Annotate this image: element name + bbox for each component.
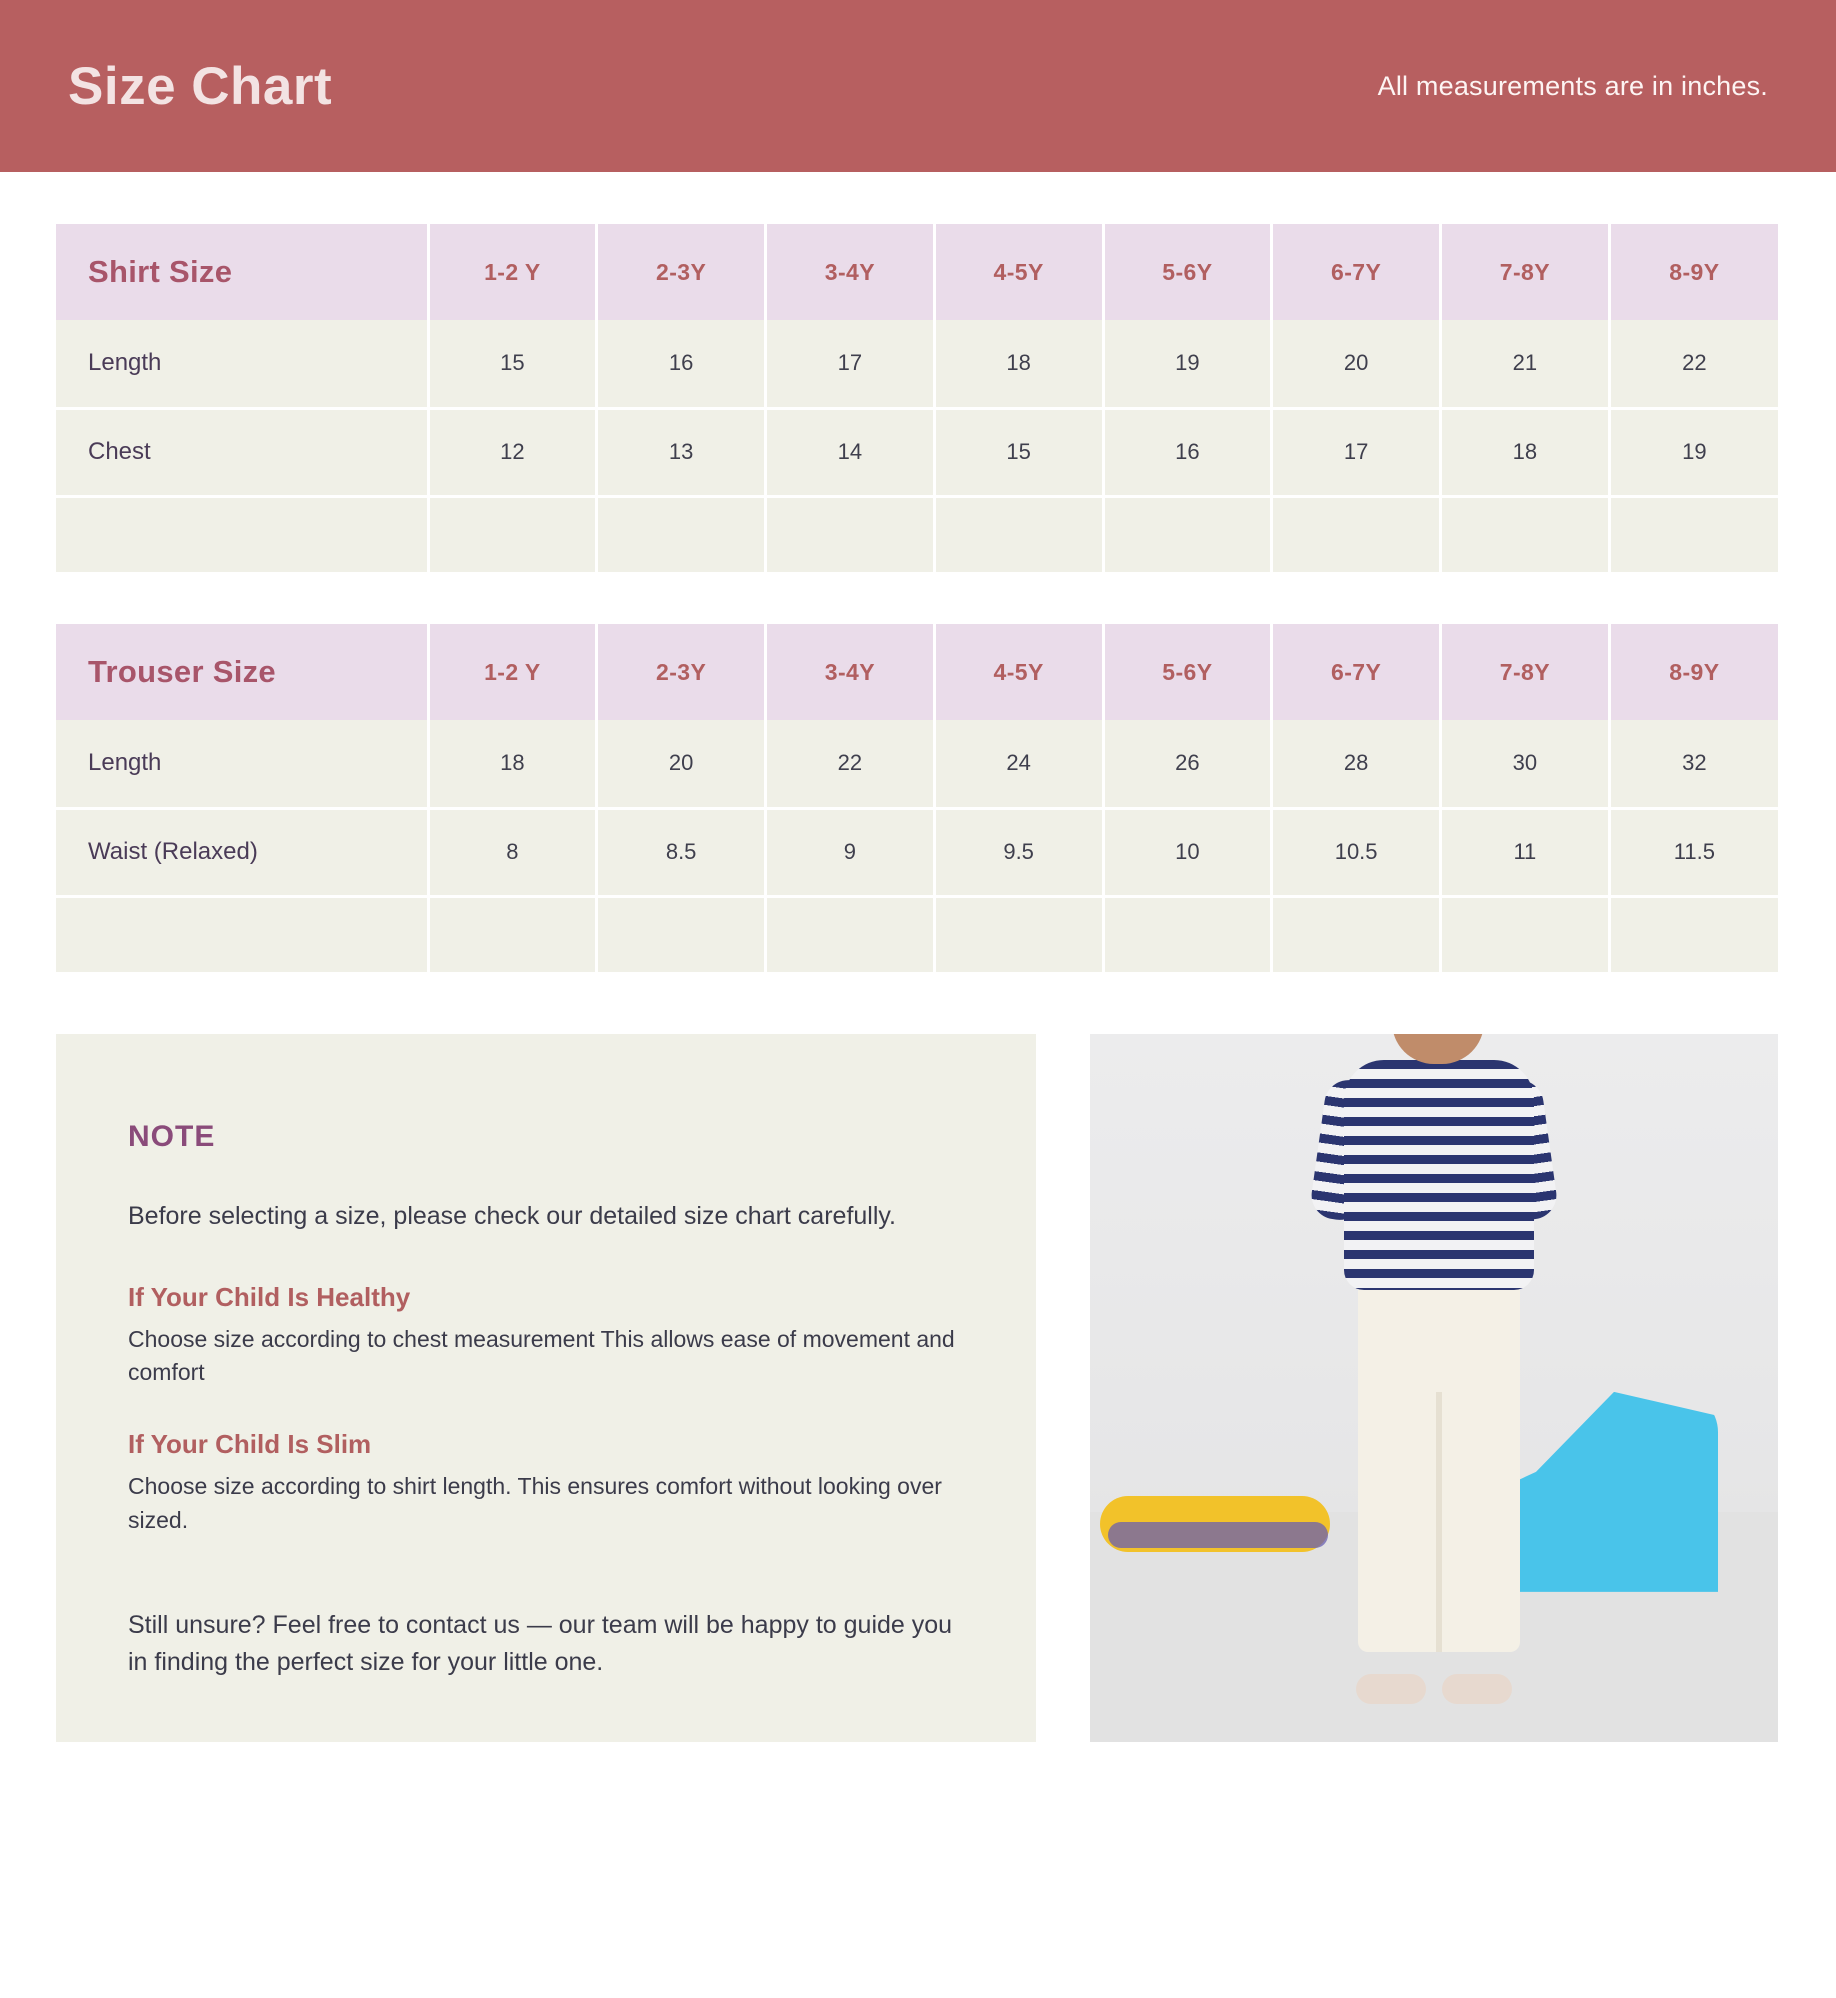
table-cell: 22: [766, 720, 935, 808]
table-cell: 13: [597, 408, 766, 496]
table-cell: [597, 896, 766, 972]
row-label: [56, 896, 428, 972]
row-label: Length: [56, 320, 428, 408]
column-header: 1-2 Y: [428, 624, 597, 720]
note-body-slim: Choose size according to shirt length. This ensures comfort without looking over sized.: [128, 1473, 942, 1533]
table-row: [56, 496, 1778, 572]
table-cell: [1103, 496, 1272, 572]
trouser-size-table: [56, 624, 1778, 972]
table-cell: [1609, 496, 1778, 572]
table-cell: [1609, 896, 1778, 972]
page-title: Size Chart: [68, 56, 333, 116]
table-header-row: [56, 224, 1778, 320]
column-header: 5-6Y: [1103, 624, 1272, 720]
table-cell: 8: [428, 808, 597, 896]
column-header: 4-5Y: [934, 224, 1103, 320]
child-striped-shirt: [1344, 1060, 1534, 1290]
child-figure: [1284, 1034, 1584, 1712]
child-model-photo: [1090, 1034, 1778, 1742]
table-cell: 24: [934, 720, 1103, 808]
table-cell: 9: [766, 808, 935, 896]
column-header: 3-4Y: [766, 624, 935, 720]
shirt-size-table: [56, 224, 1778, 572]
note-body-healthy: Choose size according to chest measurement This allows ease of movement and comfort: [128, 1325, 955, 1385]
table-cell: 16: [1103, 408, 1272, 496]
note-card: [56, 1034, 1036, 1742]
column-header: 7-8Y: [1441, 224, 1610, 320]
table-cell: 15: [428, 320, 597, 408]
table-cell: 9.5: [934, 808, 1103, 896]
column-header: 6-7Y: [1272, 224, 1441, 320]
table-row: [56, 896, 1778, 972]
table-cell: 11: [1441, 808, 1610, 896]
table-cell: 8.5: [597, 808, 766, 896]
table-cell: 15: [934, 408, 1103, 496]
table-cell: [597, 496, 766, 572]
shirt-size-table-block: [56, 224, 1778, 572]
table-cell: [934, 896, 1103, 972]
table-cell: [428, 496, 597, 572]
column-header: 2-3Y: [597, 224, 766, 320]
table-cell: 12: [428, 408, 597, 496]
table-cell: [766, 496, 935, 572]
table-cell: 17: [766, 320, 935, 408]
table-cell: [934, 496, 1103, 572]
table-cell: [428, 896, 597, 972]
bottom-section: [56, 1034, 1778, 1742]
column-header: 2-3Y: [597, 624, 766, 720]
child-shoe-right: [1442, 1674, 1512, 1704]
table-cell: 18: [934, 320, 1103, 408]
table-cell: 21: [1441, 320, 1610, 408]
column-header: 8-9Y: [1609, 624, 1778, 720]
column-header: 6-7Y: [1272, 624, 1441, 720]
table-cell: 20: [597, 720, 766, 808]
table-cell: 14: [766, 408, 935, 496]
table-cell: [1272, 496, 1441, 572]
column-header: 3-4Y: [766, 224, 935, 320]
table-cell: 19: [1609, 408, 1778, 496]
table-cell: 16: [597, 320, 766, 408]
shirt-size-header: Shirt Size: [56, 224, 428, 320]
column-header: 4-5Y: [934, 624, 1103, 720]
page-header: [0, 0, 1836, 172]
table-cell: 22: [1609, 320, 1778, 408]
note-footer-text: Still unsure? Feel free to contact us — our team will be happy to guide you in finding the perfect size for your little one.: [128, 1610, 953, 1677]
table-cell: 18: [1441, 408, 1610, 496]
table-cell: 18: [428, 720, 597, 808]
table-cell: [1272, 896, 1441, 972]
column-header: 7-8Y: [1441, 624, 1610, 720]
table-cell: 30: [1441, 720, 1610, 808]
table-row: [56, 720, 1778, 808]
note-heading-slim: If Your Child Is Slim: [128, 1429, 372, 1460]
table-cell: 17: [1272, 408, 1441, 496]
table-cell: 28: [1272, 720, 1441, 808]
trouser-size-header: Trouser Size: [56, 624, 428, 720]
table-cell: [1441, 896, 1610, 972]
page-body: [0, 224, 1836, 1742]
table-cell: [1103, 896, 1272, 972]
table-cell: [1441, 496, 1610, 572]
trouser-size-table-block: [56, 624, 1778, 972]
measurement-unit-note: All measurements are in inches.: [1377, 70, 1768, 101]
child-shoe-left: [1356, 1674, 1426, 1704]
column-header: 1-2 Y: [428, 224, 597, 320]
table-cell: 32: [1609, 720, 1778, 808]
table-cell: 26: [1103, 720, 1272, 808]
row-label: Chest: [56, 408, 428, 496]
table-row: [56, 808, 1778, 896]
table-header-row: [56, 624, 1778, 720]
column-header: 8-9Y: [1609, 224, 1778, 320]
table-cell: 11.5: [1609, 808, 1778, 896]
note-heading-healthy: If Your Child Is Healthy: [128, 1281, 411, 1312]
table-row: [56, 320, 1778, 408]
table-cell: 20: [1272, 320, 1441, 408]
child-trousers: [1358, 1272, 1520, 1652]
table-cell: [766, 896, 935, 972]
table-row: [56, 408, 1778, 496]
table-cell: 10: [1103, 808, 1272, 896]
table-cell: 10.5: [1272, 808, 1441, 896]
table-cell: 19: [1103, 320, 1272, 408]
column-header: 5-6Y: [1103, 224, 1272, 320]
note-title: NOTE: [128, 1120, 216, 1153]
note-lead-text: Before selecting a size, please check our detailed size chart carefully.: [128, 1202, 896, 1230]
row-label: Waist (Relaxed): [56, 808, 428, 896]
row-label: [56, 496, 428, 572]
row-label: Length: [56, 720, 428, 808]
